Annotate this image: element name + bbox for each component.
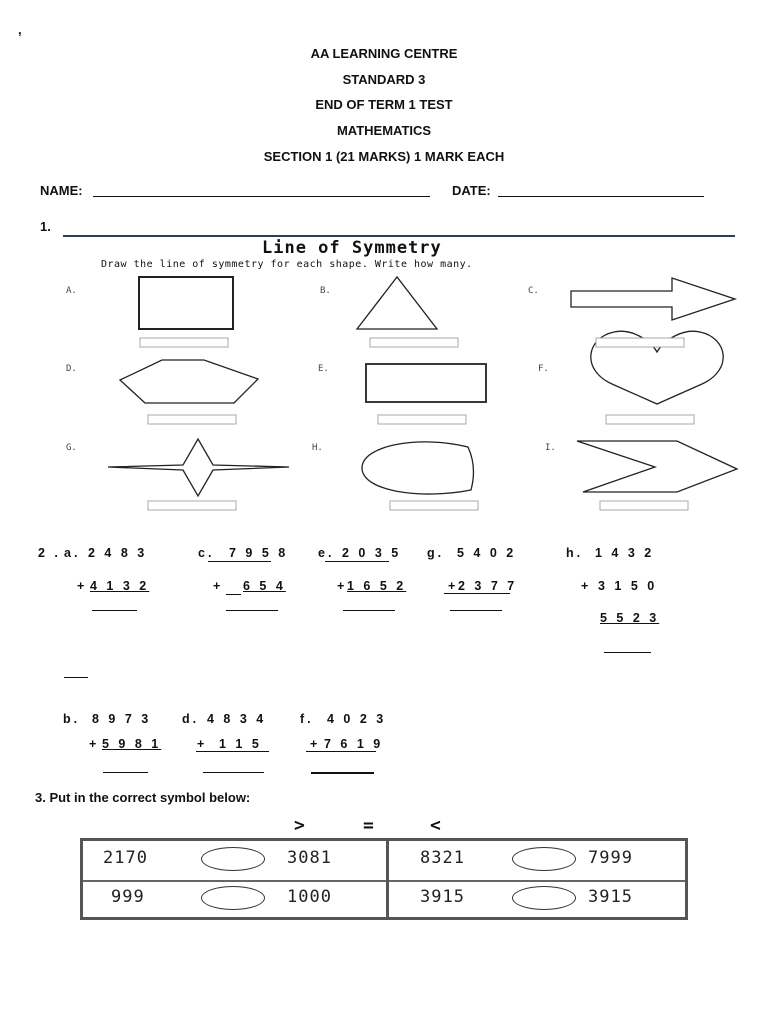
sum-b-bottom: 5 9 8 1 (102, 737, 162, 751)
square-shape (139, 277, 233, 329)
test-title: END OF TERM 1 TEST (315, 97, 453, 112)
arrow-shape (571, 278, 735, 320)
shape-letter-h: H. (312, 443, 323, 453)
sum-a-label: a. (64, 546, 81, 560)
compare-answer-4[interactable] (512, 886, 576, 910)
sum-c-rule (208, 561, 271, 562)
shape-letter-c: C. (528, 286, 539, 296)
sum-b-label: b. (63, 712, 81, 726)
star-shape (108, 439, 289, 496)
sum-e-top: 2 0 3 5 (342, 546, 402, 560)
q3-prompt: 3. Put in the correct symbol below: (35, 790, 251, 805)
sum-g-op: + (448, 579, 459, 593)
answer-box-f (606, 415, 694, 424)
sum-d-label: d. (182, 712, 200, 726)
answer-box-g (148, 501, 236, 510)
sum-b-top: 8 9 7 3 (92, 712, 152, 726)
sum-d-bottom: 1 1 5 (219, 737, 262, 751)
sum-h-extra: 5 5 2 3 (600, 611, 660, 625)
sum-g-bottom: 2 3 7 7 (458, 579, 518, 593)
sum-h-op: + (581, 579, 592, 593)
sum-a-top: 2 4 8 3 (88, 546, 148, 560)
compare-answer-3[interactable] (201, 886, 265, 910)
rectangle-shape (366, 364, 486, 402)
answer-box-h (390, 501, 478, 510)
sum-b-answer[interactable] (103, 772, 148, 773)
sum-h-bottom: 3 1 5 0 (598, 579, 658, 593)
compare-right-4: 3915 (588, 887, 633, 907)
stray-answer-line[interactable] (64, 677, 88, 678)
symmetry-instruction: Draw the line of symmetry for each shape. Write how many. (101, 259, 473, 270)
stray-mark: , (18, 22, 22, 37)
sum-c-label: c. (198, 546, 215, 560)
compare-right-3: 1000 (287, 887, 332, 907)
sum-e-answer[interactable] (343, 610, 395, 611)
table-row-divider (83, 880, 685, 882)
sum-c-top: 7 9 5 8 (229, 546, 289, 560)
compare-answer-1[interactable] (201, 847, 265, 871)
shape-letter-f: F. (538, 364, 549, 374)
answer-box-c (596, 338, 684, 347)
equals-symbol: = (363, 815, 374, 836)
shape-letter-a: A. (66, 286, 77, 296)
shape-letter-b: B. (320, 286, 331, 296)
sum-d-top: 4 8 3 4 (207, 712, 267, 726)
sum-c-underline-pad (226, 594, 241, 595)
sum-g-answer[interactable] (450, 610, 502, 611)
shape-letter-i: I. (545, 443, 556, 453)
sum-e-bottom: 1 6 5 2 (347, 579, 407, 593)
sum-d-answer[interactable] (203, 772, 264, 773)
compare-left-2: 8321 (420, 848, 465, 868)
semicircle-shape (362, 442, 473, 494)
compare-right-2: 7999 (588, 848, 633, 868)
table-col-divider (386, 841, 389, 917)
sum-e-label: e. (318, 546, 335, 560)
school-name: AA LEARNING CENTRE (310, 46, 458, 61)
sum-c-answer[interactable] (226, 610, 278, 611)
sum-c-op: + (213, 579, 224, 593)
sum-a-bottom: 4 1 3 2 (90, 579, 150, 593)
pentagon-shape (120, 360, 258, 403)
chevron-shape (577, 441, 737, 492)
greater-than-symbol: > (294, 815, 305, 836)
triangle-shape (357, 277, 437, 329)
grade-level: STANDARD 3 (342, 72, 426, 87)
sum-f-top: 4 0 2 3 (327, 712, 387, 726)
shape-letter-d: D. (66, 364, 77, 374)
sum-a-answer[interactable] (92, 610, 137, 611)
sum-f-bottom: 7 6 1 9 (324, 737, 384, 751)
sum-h-label: h. (566, 546, 584, 560)
answer-box-b (370, 338, 458, 347)
sum-f-answer[interactable] (311, 772, 374, 774)
sum-h-answer[interactable] (604, 652, 651, 653)
sum-g-rule (444, 593, 510, 594)
answer-box-i (600, 501, 688, 510)
symmetry-title: Line of Symmetry (262, 238, 442, 258)
shape-letter-g: G. (66, 443, 77, 453)
answer-box-e (378, 415, 466, 424)
answer-box-d (148, 415, 236, 424)
sum-c-bottom: 6 5 4 (243, 579, 286, 593)
less-than-symbol: < (430, 815, 441, 836)
answer-box-a (140, 338, 228, 347)
sum-f-label: f. (300, 712, 314, 726)
sum-d-rule (196, 751, 269, 752)
sum-f-rule (306, 751, 376, 752)
compare-left-4: 3915 (420, 887, 465, 907)
sum-e-rule (325, 561, 389, 562)
sum-d-op: + (197, 737, 208, 751)
shape-letter-e: E. (318, 364, 329, 374)
sum-g-top: 5 4 0 2 (457, 546, 517, 560)
sum-h-top: 1 4 3 2 (595, 546, 655, 560)
compare-left-1: 2170 (103, 848, 148, 868)
sum-g-label: g. (427, 546, 445, 560)
sum-f-op: + (310, 737, 321, 751)
compare-right-1: 3081 (287, 848, 332, 868)
q1-number: 1. (40, 219, 51, 234)
sum-b-op: + (89, 737, 100, 751)
section-title: SECTION 1 (21 MARKS) 1 MARK EACH (263, 149, 505, 164)
compare-left-3: 999 (111, 887, 145, 907)
name-label: NAME: (40, 183, 83, 198)
date-label: DATE: (452, 183, 491, 198)
sum-a-op: + (77, 579, 88, 593)
subject-title: MATHEMATICS (336, 123, 432, 138)
compare-answer-2[interactable] (512, 847, 576, 871)
q2-number: 2 . (38, 546, 61, 560)
sum-e-op: + (337, 579, 348, 593)
